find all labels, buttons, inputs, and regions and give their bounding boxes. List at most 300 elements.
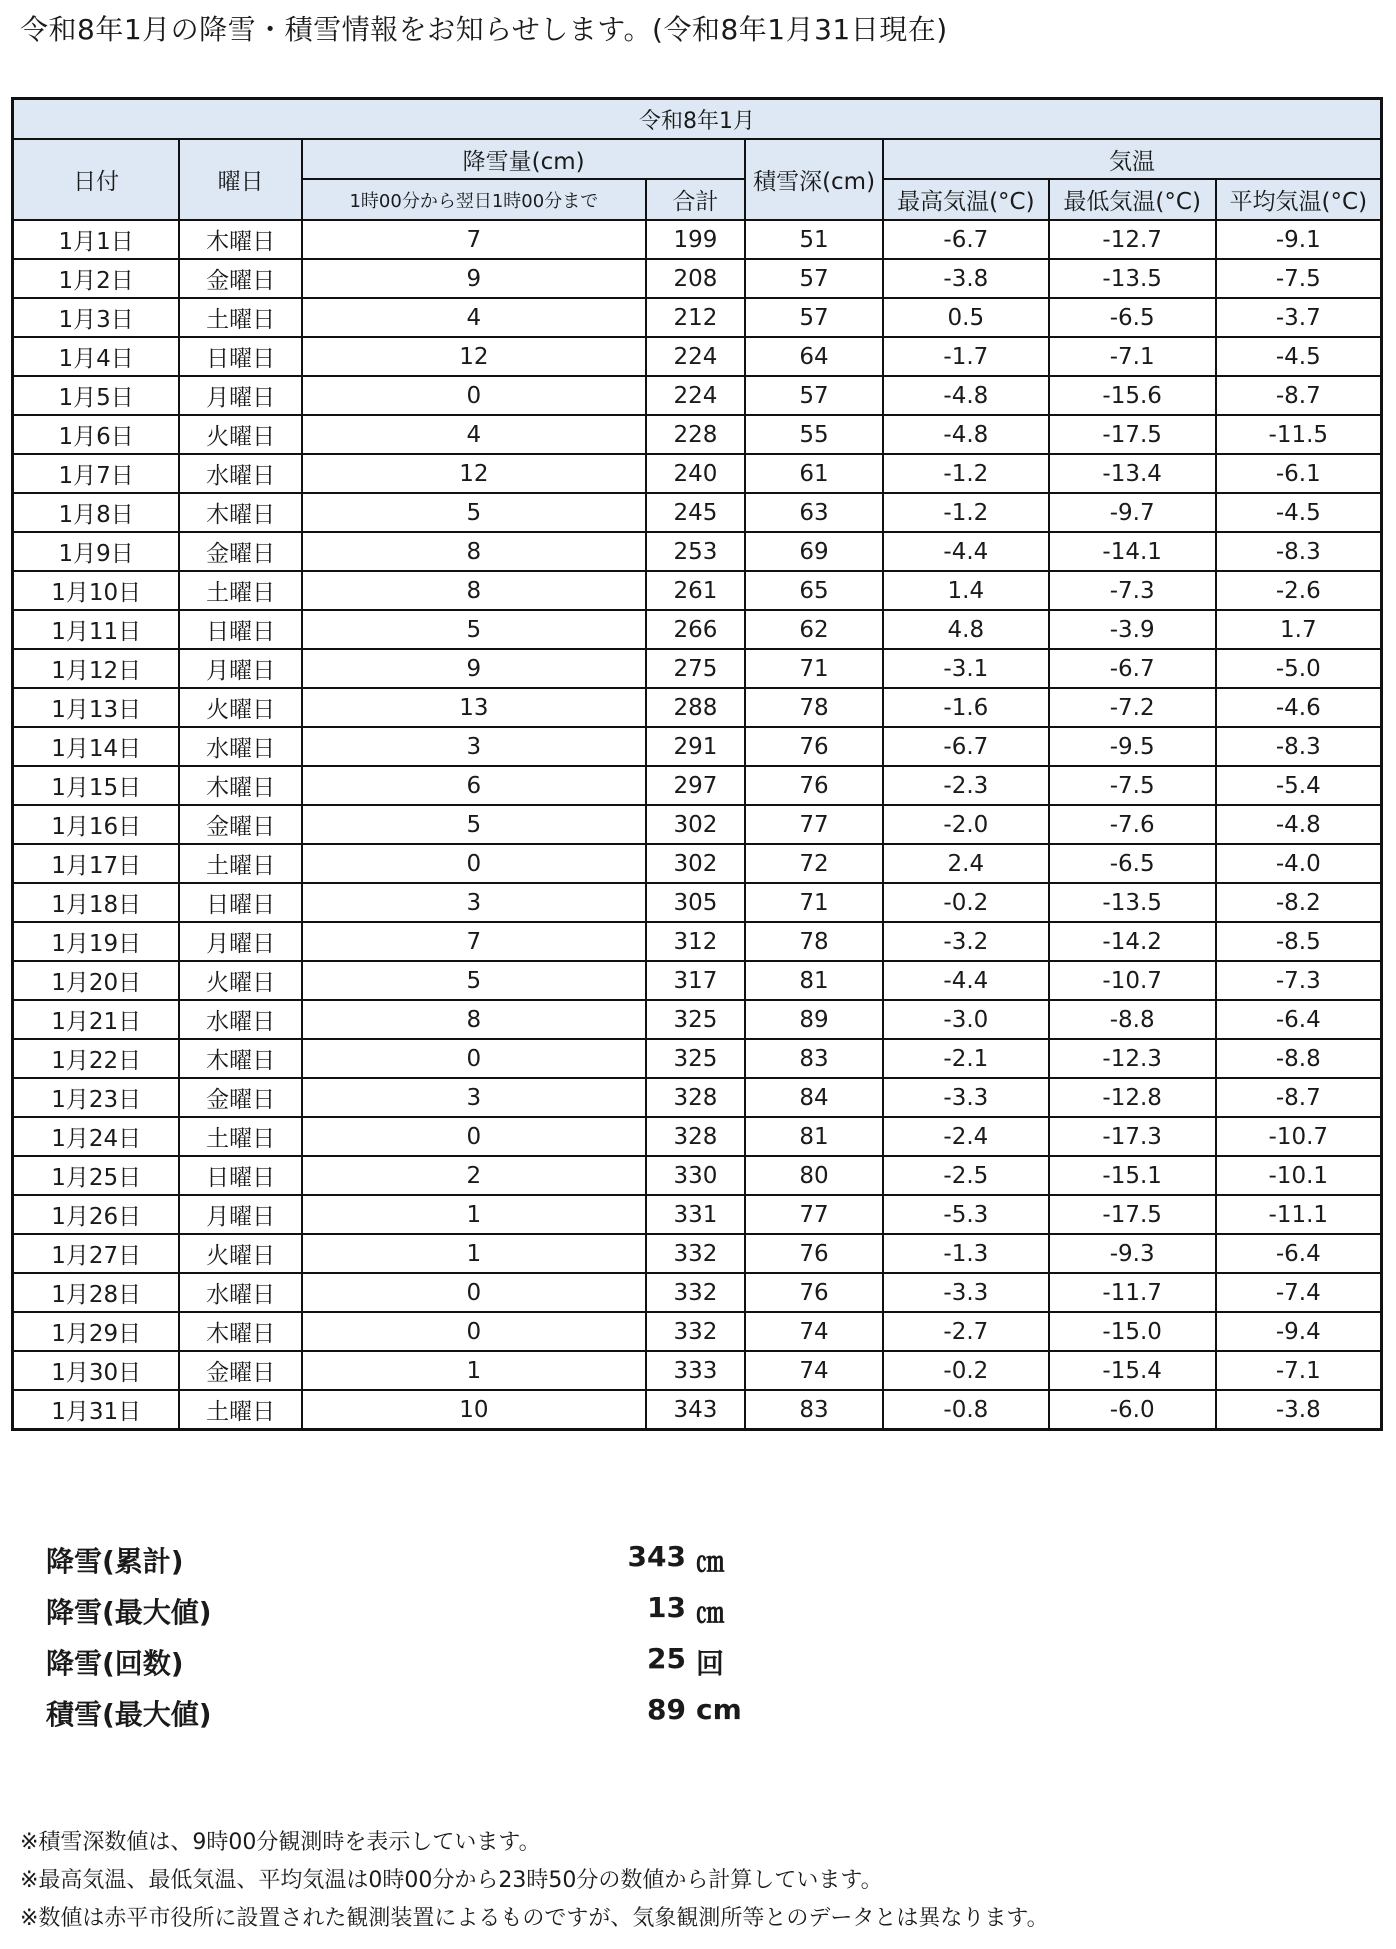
cell-max-temp: 0.5 xyxy=(883,298,1049,337)
cell-snow-depth: 76 xyxy=(745,727,883,766)
table-row xyxy=(13,1234,1382,1273)
cell-total: 288 xyxy=(646,688,746,727)
cell-weekday: 金曜日 xyxy=(179,532,302,571)
cell-snow-depth: 74 xyxy=(745,1351,883,1390)
cell-snow-depth: 62 xyxy=(745,610,883,649)
cell-min-temp: -3.9 xyxy=(1049,610,1216,649)
cell-max-temp: -3.3 xyxy=(883,1078,1049,1117)
cell-avg-temp: -7.3 xyxy=(1216,961,1382,1000)
cell-max-temp: -0.8 xyxy=(883,1390,1049,1430)
cell-min-temp: -14.1 xyxy=(1049,532,1216,571)
summary-value: 89 xyxy=(647,1693,686,1726)
cell-date: 1月29日 xyxy=(13,1312,180,1351)
table-row xyxy=(13,337,1382,376)
cell-max-temp: -1.3 xyxy=(883,1234,1049,1273)
cell-weekday: 日曜日 xyxy=(179,883,302,922)
cell-snow-depth: 57 xyxy=(745,298,883,337)
table-row xyxy=(13,298,1382,337)
cell-avg-temp: -4.0 xyxy=(1216,844,1382,883)
cell-snow-depth: 63 xyxy=(745,493,883,532)
table-row xyxy=(13,1312,1382,1351)
cell-total: 253 xyxy=(646,532,746,571)
table-row xyxy=(13,532,1382,571)
cell-date: 1月23日 xyxy=(13,1078,180,1117)
summary-value: 25 xyxy=(647,1642,686,1675)
cell-date: 1月30日 xyxy=(13,1351,180,1390)
cell-snowfall: 13 xyxy=(302,688,646,727)
cell-weekday: 土曜日 xyxy=(179,571,302,610)
cell-total: 325 xyxy=(646,1039,746,1078)
snow-data-table xyxy=(11,97,1383,1431)
table-row xyxy=(13,1078,1382,1117)
cell-min-temp: -14.2 xyxy=(1049,922,1216,961)
cell-weekday: 木曜日 xyxy=(179,766,302,805)
note-line: ※数値は赤平市役所に設置された観測装置によるものですが、気象観測所等とのデータとは異なります。 xyxy=(20,1906,1049,1931)
cell-min-temp: -17.3 xyxy=(1049,1117,1216,1156)
cell-snow-depth: 65 xyxy=(745,571,883,610)
cell-weekday: 水曜日 xyxy=(179,727,302,766)
cell-snowfall: 5 xyxy=(302,493,646,532)
cell-max-temp: -2.5 xyxy=(883,1156,1049,1195)
cell-max-temp: -1.2 xyxy=(883,454,1049,493)
cell-weekday: 日曜日 xyxy=(179,610,302,649)
cell-snowfall: 5 xyxy=(302,961,646,1000)
note-line: ※積雪深数値は、9時00分観測時を表示しています。 xyxy=(20,1830,541,1855)
cell-snowfall: 12 xyxy=(302,337,646,376)
cell-weekday: 水曜日 xyxy=(179,1000,302,1039)
cell-total: 261 xyxy=(646,571,746,610)
cell-date: 1月16日 xyxy=(13,805,180,844)
cell-avg-temp: -8.3 xyxy=(1216,727,1382,766)
cell-date: 1月1日 xyxy=(13,220,180,259)
cell-date: 1月15日 xyxy=(13,766,180,805)
cell-snowfall: 0 xyxy=(302,1312,646,1351)
cell-total: 332 xyxy=(646,1273,746,1312)
cell-weekday: 木曜日 xyxy=(179,220,302,259)
cell-min-temp: -9.7 xyxy=(1049,493,1216,532)
cell-min-temp: -15.1 xyxy=(1049,1156,1216,1195)
summary-unit: ㎝ xyxy=(696,1596,725,1629)
cell-snow-depth: 77 xyxy=(745,1195,883,1234)
cell-total: 245 xyxy=(646,493,746,532)
cell-max-temp: -6.7 xyxy=(883,727,1049,766)
header-total: 合計 xyxy=(646,179,746,220)
cell-avg-temp: -8.2 xyxy=(1216,883,1382,922)
cell-avg-temp: -11.5 xyxy=(1216,415,1382,454)
cell-date: 1月10日 xyxy=(13,571,180,610)
cell-max-temp: -1.6 xyxy=(883,688,1049,727)
cell-date: 1月12日 xyxy=(13,649,180,688)
cell-min-temp: -6.5 xyxy=(1049,298,1216,337)
cell-date: 1月26日 xyxy=(13,1195,180,1234)
cell-snowfall: 2 xyxy=(302,1156,646,1195)
header-snowfall-period: 1時00分から翌日1時00分まで xyxy=(302,179,646,220)
cell-snow-depth: 71 xyxy=(745,883,883,922)
cell-min-temp: -6.5 xyxy=(1049,844,1216,883)
cell-snowfall: 0 xyxy=(302,1273,646,1312)
cell-snow-depth: 76 xyxy=(745,1273,883,1312)
cell-avg-temp: -8.8 xyxy=(1216,1039,1382,1078)
cell-avg-temp: -3.8 xyxy=(1216,1390,1382,1430)
cell-max-temp: -2.3 xyxy=(883,766,1049,805)
cell-date: 1月13日 xyxy=(13,688,180,727)
cell-max-temp: -0.2 xyxy=(883,883,1049,922)
cell-total: 332 xyxy=(646,1312,746,1351)
cell-max-temp: -3.1 xyxy=(883,649,1049,688)
cell-total: 328 xyxy=(646,1117,746,1156)
header-avg-temp: 平均気温(°C) xyxy=(1216,179,1382,220)
table-row xyxy=(13,1390,1382,1430)
cell-snowfall: 0 xyxy=(302,1039,646,1078)
cell-snow-depth: 71 xyxy=(745,649,883,688)
cell-weekday: 金曜日 xyxy=(179,1078,302,1117)
cell-avg-temp: -8.7 xyxy=(1216,376,1382,415)
cell-avg-temp: -5.0 xyxy=(1216,649,1382,688)
table-row xyxy=(13,610,1382,649)
cell-weekday: 金曜日 xyxy=(179,1351,302,1390)
cell-date: 1月2日 xyxy=(13,259,180,298)
cell-date: 1月31日 xyxy=(13,1390,180,1430)
cell-snow-depth: 74 xyxy=(745,1312,883,1351)
cell-date: 1月18日 xyxy=(13,883,180,922)
cell-max-temp: -3.3 xyxy=(883,1273,1049,1312)
table-row xyxy=(13,1117,1382,1156)
cell-max-temp: 4.8 xyxy=(883,610,1049,649)
cell-weekday: 水曜日 xyxy=(179,454,302,493)
summary-label: 降雪(累計) xyxy=(46,1545,184,1578)
cell-avg-temp: -4.8 xyxy=(1216,805,1382,844)
cell-date: 1月4日 xyxy=(13,337,180,376)
cell-weekday: 月曜日 xyxy=(179,649,302,688)
cell-snow-depth: 89 xyxy=(745,1000,883,1039)
header-weekday: 曜日 xyxy=(179,139,302,220)
cell-min-temp: -13.4 xyxy=(1049,454,1216,493)
cell-snowfall: 8 xyxy=(302,571,646,610)
cell-snowfall: 8 xyxy=(302,1000,646,1039)
cell-total: 305 xyxy=(646,883,746,922)
cell-weekday: 日曜日 xyxy=(179,1156,302,1195)
cell-total: 208 xyxy=(646,259,746,298)
cell-max-temp: -4.8 xyxy=(883,376,1049,415)
table-body xyxy=(13,220,1382,1430)
cell-avg-temp: -4.5 xyxy=(1216,337,1382,376)
cell-date: 1月22日 xyxy=(13,1039,180,1078)
cell-snow-depth: 83 xyxy=(745,1039,883,1078)
cell-avg-temp: -9.1 xyxy=(1216,220,1382,259)
cell-date: 1月25日 xyxy=(13,1156,180,1195)
cell-snow-depth: 83 xyxy=(745,1390,883,1430)
cell-date: 1月6日 xyxy=(13,415,180,454)
cell-snow-depth: 78 xyxy=(745,688,883,727)
cell-min-temp: -12.7 xyxy=(1049,220,1216,259)
cell-min-temp: -7.3 xyxy=(1049,571,1216,610)
summary-value: 13 xyxy=(647,1591,686,1624)
cell-max-temp: -3.2 xyxy=(883,922,1049,961)
cell-date: 1月20日 xyxy=(13,961,180,1000)
cell-total: 333 xyxy=(646,1351,746,1390)
cell-min-temp: -9.3 xyxy=(1049,1234,1216,1273)
cell-snowfall: 9 xyxy=(302,259,646,298)
cell-snow-depth: 80 xyxy=(745,1156,883,1195)
cell-avg-temp: -7.5 xyxy=(1216,259,1382,298)
cell-snow-depth: 57 xyxy=(745,376,883,415)
cell-min-temp: -17.5 xyxy=(1049,415,1216,454)
cell-snowfall: 8 xyxy=(302,532,646,571)
cell-snow-depth: 77 xyxy=(745,805,883,844)
cell-min-temp: -15.4 xyxy=(1049,1351,1216,1390)
notes xyxy=(20,1825,1049,1939)
cell-weekday: 水曜日 xyxy=(179,1273,302,1312)
cell-snowfall: 0 xyxy=(302,1117,646,1156)
cell-weekday: 火曜日 xyxy=(179,961,302,1000)
cell-avg-temp: -6.1 xyxy=(1216,454,1382,493)
table-row xyxy=(13,415,1382,454)
cell-snowfall: 5 xyxy=(302,610,646,649)
table-row xyxy=(13,805,1382,844)
header-snow-depth: 積雪深(cm) xyxy=(745,139,883,220)
cell-avg-temp: 1.7 xyxy=(1216,610,1382,649)
cell-max-temp: -2.1 xyxy=(883,1039,1049,1078)
cell-min-temp: -12.8 xyxy=(1049,1078,1216,1117)
cell-weekday: 金曜日 xyxy=(179,805,302,844)
cell-weekday: 土曜日 xyxy=(179,844,302,883)
cell-weekday: 月曜日 xyxy=(179,922,302,961)
cell-weekday: 土曜日 xyxy=(179,298,302,337)
cell-max-temp: -2.7 xyxy=(883,1312,1049,1351)
cell-date: 1月19日 xyxy=(13,922,180,961)
cell-snowfall: 9 xyxy=(302,649,646,688)
cell-snow-depth: 72 xyxy=(745,844,883,883)
cell-total: 291 xyxy=(646,727,746,766)
cell-snow-depth: 69 xyxy=(745,532,883,571)
cell-snowfall: 7 xyxy=(302,220,646,259)
cell-max-temp: -4.8 xyxy=(883,415,1049,454)
table-row xyxy=(13,727,1382,766)
cell-total: 328 xyxy=(646,1078,746,1117)
cell-weekday: 木曜日 xyxy=(179,1312,302,1351)
table-row xyxy=(13,766,1382,805)
cell-total: 332 xyxy=(646,1234,746,1273)
table-row xyxy=(13,376,1382,415)
cell-snow-depth: 76 xyxy=(745,766,883,805)
cell-max-temp: -0.2 xyxy=(883,1351,1049,1390)
table-row xyxy=(13,454,1382,493)
summary-value: 343 xyxy=(627,1540,686,1573)
cell-snow-depth: 61 xyxy=(745,454,883,493)
cell-total: 312 xyxy=(646,922,746,961)
cell-total: 297 xyxy=(646,766,746,805)
header-date: 日付 xyxy=(13,139,180,220)
cell-date: 1月21日 xyxy=(13,1000,180,1039)
cell-max-temp: -3.0 xyxy=(883,1000,1049,1039)
cell-snowfall: 3 xyxy=(302,1078,646,1117)
cell-total: 224 xyxy=(646,337,746,376)
cell-min-temp: -17.5 xyxy=(1049,1195,1216,1234)
month-label: 令和8年1月 xyxy=(13,99,1382,140)
cell-snowfall: 1 xyxy=(302,1351,646,1390)
cell-min-temp: -13.5 xyxy=(1049,259,1216,298)
cell-snow-depth: 57 xyxy=(745,259,883,298)
cell-snow-depth: 76 xyxy=(745,1234,883,1273)
cell-snow-depth: 78 xyxy=(745,922,883,961)
cell-max-temp: -4.4 xyxy=(883,532,1049,571)
cell-min-temp: -6.0 xyxy=(1049,1390,1216,1430)
cell-total: 302 xyxy=(646,805,746,844)
cell-date: 1月14日 xyxy=(13,727,180,766)
cell-snowfall: 4 xyxy=(302,298,646,337)
cell-weekday: 月曜日 xyxy=(179,376,302,415)
cell-avg-temp: -3.7 xyxy=(1216,298,1382,337)
cell-total: 212 xyxy=(646,298,746,337)
cell-min-temp: -7.6 xyxy=(1049,805,1216,844)
cell-total: 317 xyxy=(646,961,746,1000)
cell-avg-temp: -4.6 xyxy=(1216,688,1382,727)
summary-label: 降雪(回数) xyxy=(46,1647,184,1680)
cell-weekday: 木曜日 xyxy=(179,493,302,532)
cell-total: 224 xyxy=(646,376,746,415)
cell-avg-temp: -10.1 xyxy=(1216,1156,1382,1195)
page-title: 令和8年1月の降雪・積雪情報をお知らせします。(令和8年1月31日現在) xyxy=(20,13,948,46)
cell-max-temp: -2.0 xyxy=(883,805,1049,844)
summary-unit: ㎝ xyxy=(696,1545,725,1578)
cell-date: 1月5日 xyxy=(13,376,180,415)
cell-avg-temp: -9.4 xyxy=(1216,1312,1382,1351)
cell-min-temp: -11.7 xyxy=(1049,1273,1216,1312)
cell-weekday: 木曜日 xyxy=(179,1039,302,1078)
table-row xyxy=(13,844,1382,883)
cell-total: 343 xyxy=(646,1390,746,1430)
cell-weekday: 日曜日 xyxy=(179,337,302,376)
cell-date: 1月24日 xyxy=(13,1117,180,1156)
cell-max-temp: -2.4 xyxy=(883,1117,1049,1156)
table-row xyxy=(13,259,1382,298)
table-row xyxy=(13,1351,1382,1390)
cell-snow-depth: 81 xyxy=(745,961,883,1000)
table-row xyxy=(13,961,1382,1000)
cell-min-temp: -6.7 xyxy=(1049,649,1216,688)
cell-min-temp: -15.0 xyxy=(1049,1312,1216,1351)
cell-snowfall: 12 xyxy=(302,454,646,493)
cell-snowfall: 6 xyxy=(302,766,646,805)
cell-avg-temp: -5.4 xyxy=(1216,766,1382,805)
table-row xyxy=(13,649,1382,688)
cell-min-temp: -7.2 xyxy=(1049,688,1216,727)
cell-max-temp: -5.3 xyxy=(883,1195,1049,1234)
cell-snow-depth: 64 xyxy=(745,337,883,376)
table-row xyxy=(13,1195,1382,1234)
header-snowfall: 降雪量(cm) xyxy=(302,139,745,179)
table-row xyxy=(13,220,1382,259)
cell-snow-depth: 81 xyxy=(745,1117,883,1156)
summary-unit: cm xyxy=(696,1693,742,1726)
cell-snowfall: 0 xyxy=(302,844,646,883)
cell-total: 330 xyxy=(646,1156,746,1195)
cell-avg-temp: -6.4 xyxy=(1216,1234,1382,1273)
summary-label: 積雪(最大値) xyxy=(46,1698,212,1731)
cell-weekday: 月曜日 xyxy=(179,1195,302,1234)
table-row xyxy=(13,688,1382,727)
cell-avg-temp: -4.5 xyxy=(1216,493,1382,532)
cell-total: 325 xyxy=(646,1000,746,1039)
cell-avg-temp: -6.4 xyxy=(1216,1000,1382,1039)
cell-snowfall: 3 xyxy=(302,883,646,922)
cell-avg-temp: -2.6 xyxy=(1216,571,1382,610)
cell-date: 1月28日 xyxy=(13,1273,180,1312)
cell-max-temp: 2.4 xyxy=(883,844,1049,883)
cell-snow-depth: 55 xyxy=(745,415,883,454)
cell-min-temp: -7.5 xyxy=(1049,766,1216,805)
summary-unit: 回 xyxy=(696,1647,725,1680)
cell-avg-temp: -11.1 xyxy=(1216,1195,1382,1234)
cell-max-temp: -1.7 xyxy=(883,337,1049,376)
cell-max-temp: -1.2 xyxy=(883,493,1049,532)
cell-date: 1月3日 xyxy=(13,298,180,337)
summary-label: 降雪(最大値) xyxy=(46,1596,212,1629)
cell-avg-temp: -8.5 xyxy=(1216,922,1382,961)
cell-min-temp: -9.5 xyxy=(1049,727,1216,766)
header-temperature: 気温 xyxy=(883,139,1382,179)
cell-snowfall: 0 xyxy=(302,376,646,415)
cell-weekday: 土曜日 xyxy=(179,1117,302,1156)
cell-date: 1月27日 xyxy=(13,1234,180,1273)
cell-date: 1月9日 xyxy=(13,532,180,571)
table-row xyxy=(13,571,1382,610)
cell-total: 275 xyxy=(646,649,746,688)
cell-max-temp: -3.8 xyxy=(883,259,1049,298)
header-max-temp: 最高気温(°C) xyxy=(883,179,1049,220)
cell-weekday: 土曜日 xyxy=(179,1390,302,1430)
table-row xyxy=(13,1273,1382,1312)
cell-weekday: 火曜日 xyxy=(179,415,302,454)
cell-snow-depth: 84 xyxy=(745,1078,883,1117)
table-row xyxy=(13,1156,1382,1195)
cell-weekday: 金曜日 xyxy=(179,259,302,298)
cell-min-temp: -10.7 xyxy=(1049,961,1216,1000)
cell-min-temp: -12.3 xyxy=(1049,1039,1216,1078)
table-row xyxy=(13,493,1382,532)
cell-snowfall: 1 xyxy=(302,1195,646,1234)
cell-min-temp: -15.6 xyxy=(1049,376,1216,415)
cell-avg-temp: -7.4 xyxy=(1216,1273,1382,1312)
cell-weekday: 火曜日 xyxy=(179,1234,302,1273)
cell-date: 1月8日 xyxy=(13,493,180,532)
cell-snowfall: 5 xyxy=(302,805,646,844)
table-row xyxy=(13,922,1382,961)
table-row xyxy=(13,1000,1382,1039)
cell-weekday: 火曜日 xyxy=(179,688,302,727)
cell-total: 266 xyxy=(646,610,746,649)
cell-date: 1月11日 xyxy=(13,610,180,649)
cell-total: 331 xyxy=(646,1195,746,1234)
cell-min-temp: -7.1 xyxy=(1049,337,1216,376)
cell-total: 199 xyxy=(646,220,746,259)
cell-max-temp: 1.4 xyxy=(883,571,1049,610)
cell-max-temp: -6.7 xyxy=(883,220,1049,259)
header-min-temp: 最低気温(°C) xyxy=(1049,179,1216,220)
cell-snowfall: 1 xyxy=(302,1234,646,1273)
cell-date: 1月7日 xyxy=(13,454,180,493)
cell-date: 1月17日 xyxy=(13,844,180,883)
cell-snowfall: 4 xyxy=(302,415,646,454)
cell-max-temp: -4.4 xyxy=(883,961,1049,1000)
note-line: ※最高気温、最低気温、平均気温は0時00分から23時50分の数値から計算しています。 xyxy=(20,1868,883,1893)
cell-total: 240 xyxy=(646,454,746,493)
cell-snow-depth: 51 xyxy=(745,220,883,259)
cell-total: 302 xyxy=(646,844,746,883)
cell-total: 228 xyxy=(646,415,746,454)
cell-snowfall: 3 xyxy=(302,727,646,766)
cell-avg-temp: -7.1 xyxy=(1216,1351,1382,1390)
